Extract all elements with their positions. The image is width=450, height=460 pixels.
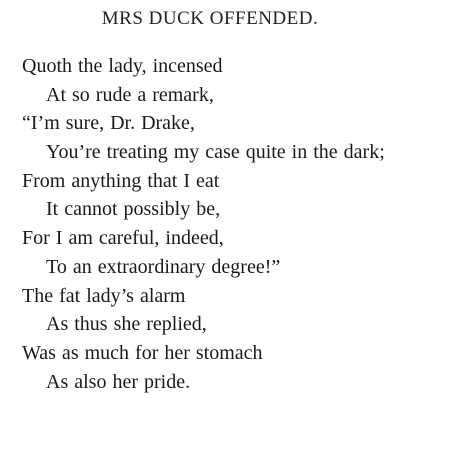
poem-line: As thus she replied, — [46, 313, 207, 336]
poem-line: The fat lady’s alarm — [22, 284, 186, 307]
poem-line: You’re treating my case quite in the dark; — [46, 141, 385, 164]
poem-verse — [0, 52, 450, 396]
poem-line: It cannot possibly be, — [46, 198, 221, 221]
poem-line: For I am careful, indeed, — [22, 227, 224, 250]
poem-line: “I’m sure, Dr. Drake, — [22, 112, 195, 135]
poem-line: To an extraordinary degree!” — [46, 255, 281, 278]
poem-line: Quoth the lady, incensed — [22, 55, 223, 77]
poem-line: At so rude a remark, — [46, 83, 214, 106]
poem-line: From anything that I eat — [22, 169, 220, 192]
poem-line: As also her pride. — [46, 370, 191, 393]
poem-line: Was as much for her stomach — [22, 341, 263, 364]
poem-title: MRS DUCK OFFENDED. — [101, 8, 319, 29]
